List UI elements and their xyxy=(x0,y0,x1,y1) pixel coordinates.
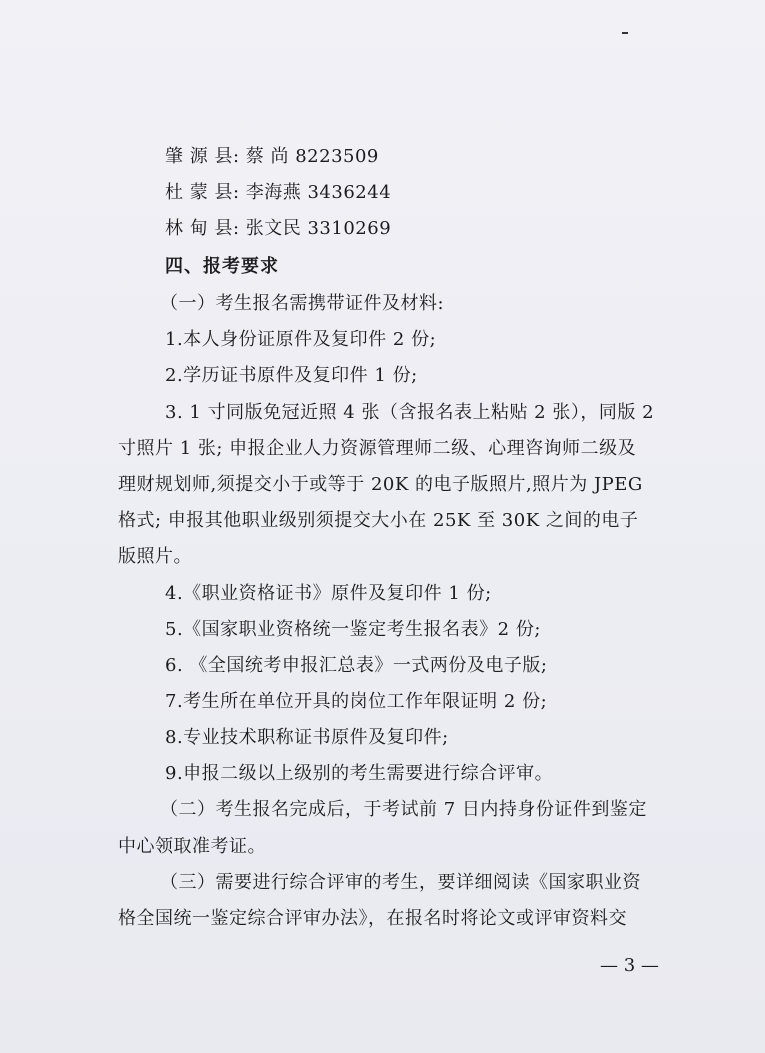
paragraph-line: （一）考生报名需携带证件及材料: xyxy=(160,293,445,314)
paragraph-line: 7.考生所在单位开具的岗位工作年限证明 2 份; xyxy=(165,691,548,712)
paragraph-line: 格全国统一鉴定综合评审办法》，在报名时将论文或评审资料交 xyxy=(118,908,627,929)
paragraph-line: （三）需要进行综合评审的考生，要详细阅读《国家职业资 xyxy=(160,872,641,893)
paragraph-line: 中心领取准考证。 xyxy=(118,836,266,857)
contact-phone: 8223509 xyxy=(295,146,379,167)
paragraph-line: 9.申报二级以上级别的考生需要进行综合评审。 xyxy=(165,763,554,784)
paragraph-line: 理财规划师,须提交小于或等于 20K 的电子版照片,照片为 JPEG xyxy=(118,474,643,495)
paragraph-line: 3. 1 寸同版免冠近照 4 张（含报名表上粘贴 2 张），同版 2 xyxy=(165,402,655,423)
contact-phone: 3436244 xyxy=(307,182,392,203)
paragraph-line: 寸照片 1 张; 申报企业人力资源管理师二级、心理咨询师二级及 xyxy=(118,438,637,459)
paragraph-line: 版照片。 xyxy=(118,546,192,567)
section-heading: 四、报考要求 xyxy=(165,256,279,277)
paragraph-line: 4.《职业资格证书》原件及复印件 1 份; xyxy=(165,583,492,604)
contact-phone: 3310269 xyxy=(307,218,392,239)
paragraph-line: 1.本人身份证原件及复印件 2 份; xyxy=(165,329,437,350)
county-label: 林 甸 县: xyxy=(165,218,240,239)
contact-line-lindian xyxy=(165,218,391,240)
contact-name: 蔡 尚 xyxy=(245,146,289,167)
contact-line-dumeng xyxy=(165,182,391,204)
contact-name: 李海燕 xyxy=(245,182,302,203)
paragraph-line: 6. 《全国统考申报汇总表》一式两份及电子版; xyxy=(165,655,548,676)
page-number: — 3 — xyxy=(600,955,659,976)
paragraph-line: 2.学历证书原件及复印件 1 份; xyxy=(165,365,418,386)
county-label: 杜 蒙 县: xyxy=(165,182,240,203)
contact-line-zhaoyuan xyxy=(165,146,379,168)
county-label: 肇 源 县: xyxy=(165,146,240,167)
paragraph-line: 5.《国家职业资格统一鉴定考生报名表》2 份; xyxy=(165,619,541,640)
scan-mark xyxy=(622,32,628,34)
paragraph-line: 格式; 申报其他职业级别须提交大小在 25K 至 30K 之间的电子 xyxy=(118,510,639,531)
paragraph-line: （二）考生报名完成后，于考试前 7 日内持身份证件到鉴定 xyxy=(160,799,647,820)
contact-name: 张文民 xyxy=(245,218,302,239)
paragraph-line: 8.专业技术职称证书原件及复印件; xyxy=(165,727,449,748)
